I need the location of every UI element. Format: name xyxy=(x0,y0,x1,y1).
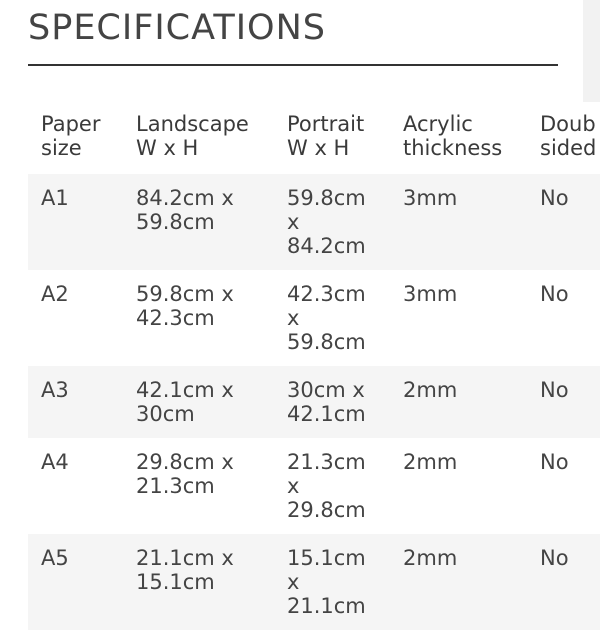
header-acrylic-thickness: Acrylic thickness xyxy=(403,112,503,160)
cell-paper-size: A5 xyxy=(28,534,136,630)
cell-double-sided: No xyxy=(540,282,569,306)
cell-acrylic: 2mm xyxy=(403,534,540,630)
table-header-row xyxy=(28,112,600,174)
title-divider xyxy=(28,64,558,66)
table-row xyxy=(28,438,600,534)
cell-landscape: 21.1cm x 15.1cm xyxy=(136,534,287,630)
page-title: SPECIFICATIONS xyxy=(28,8,326,48)
cell-double-sided: No xyxy=(540,534,600,630)
cell-portrait: 59.8cm x 84.2cm xyxy=(287,174,403,270)
cell-landscape: 29.8cm x 21.3cm xyxy=(136,450,234,498)
header-portrait: Portrait W x H xyxy=(287,112,365,160)
cell-portrait: 42.3cm x 59.8cm xyxy=(287,282,366,354)
cell-landscape: 42.1cm x 30cm xyxy=(136,366,287,438)
header-landscape: Landscape W x H xyxy=(136,112,249,160)
right-edge-panel xyxy=(583,0,600,102)
table-row xyxy=(28,534,600,630)
cell-double-sided: No xyxy=(540,366,600,438)
cell-acrylic: 3mm xyxy=(403,174,540,270)
table-row xyxy=(28,366,600,438)
cell-acrylic: 2mm xyxy=(403,366,540,438)
header-paper-size: Paper size xyxy=(41,112,101,160)
cell-portrait: 15.1cm x 21.1cm xyxy=(287,534,403,630)
table-row xyxy=(28,270,600,366)
table-row xyxy=(28,174,600,270)
cell-double-sided: No xyxy=(540,450,569,474)
cell-landscape: 59.8cm x 42.3cm xyxy=(136,282,234,330)
header-double-sided: Doub sided xyxy=(540,112,597,160)
cell-landscape: 84.2cm x 59.8cm xyxy=(136,174,287,270)
cell-acrylic: 3mm xyxy=(403,282,458,306)
cell-portrait: 21.3cm x 29.8cm xyxy=(287,450,366,522)
cell-double-sided: No xyxy=(540,174,600,270)
cell-acrylic: 2mm xyxy=(403,450,458,474)
cell-paper-size: A1 xyxy=(28,174,136,270)
cell-paper-size: A4 xyxy=(41,450,69,474)
specifications-table xyxy=(28,112,600,630)
cell-portrait: 30cm x 42.1cm xyxy=(287,366,403,438)
cell-paper-size: A2 xyxy=(41,282,69,306)
cell-paper-size: A3 xyxy=(28,366,136,438)
